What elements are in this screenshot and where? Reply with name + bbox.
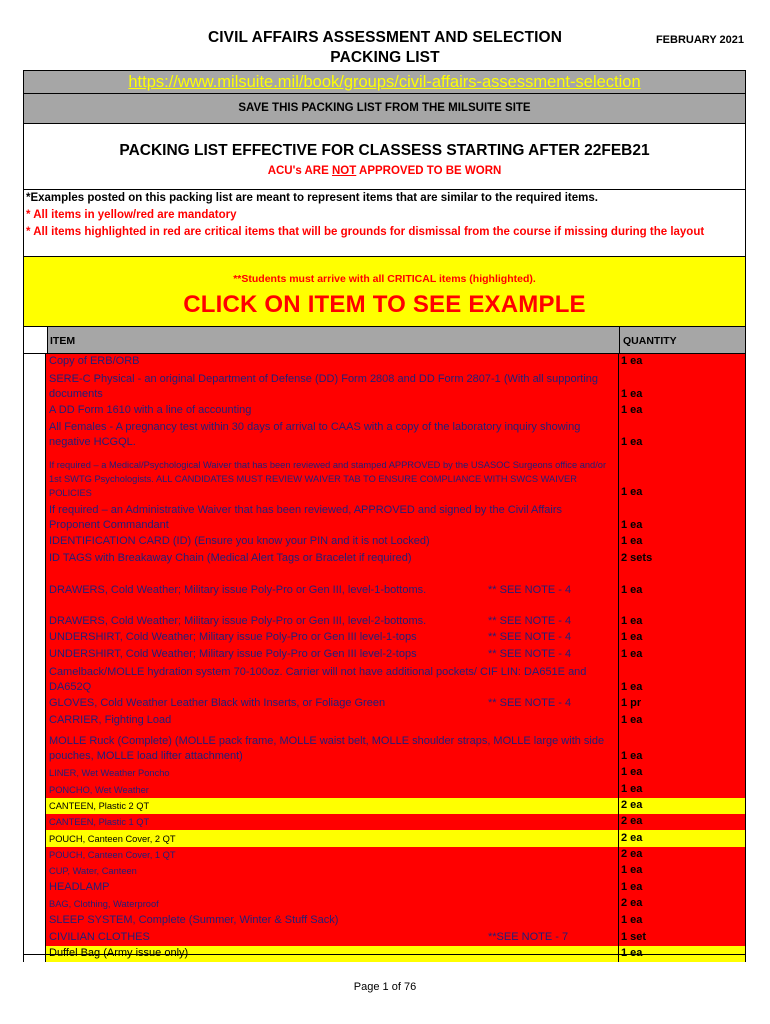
quantity-cell [618, 798, 746, 814]
quantity-cell [618, 534, 746, 550]
quantity-cell [618, 599, 746, 613]
item-note: ** SEE NOTE - 4 [488, 584, 572, 596]
acu-prefix: ACU's ARE [267, 165, 332, 177]
table-row[interactable] [23, 830, 746, 847]
column-header-quantity-cell [619, 327, 747, 353]
quantity-value: 1 ea [621, 486, 643, 498]
quantity-cell [618, 896, 746, 912]
quantity-cell [618, 781, 746, 798]
table-row[interactable] [23, 613, 746, 630]
item-cell[interactable] [46, 814, 618, 830]
quantity-value: 1 ea [621, 519, 643, 531]
item-cell[interactable] [46, 599, 618, 613]
notes-box [23, 190, 746, 257]
column-header-quantity: QUANTITY [623, 335, 677, 347]
table-row[interactable] [23, 534, 746, 550]
item-label[interactable]: If required – a Medical/Psychological Waiver that has been reviewed and stamped APPROVED by the USASOC Surgeons office and/or 1st SWTG Psychologists. ALL CANDIDATES MUST REVIEW WAIVER TAB TO ENSURE COMPLIANCE WITH SWCS WAIVER POLICIES [49, 460, 607, 498]
title-line-1: CIVIL AFFAIRS ASSESSMENT AND SELECTION [207, 29, 563, 46]
item-label[interactable]: LINER, Wet Weather Poncho [49, 768, 170, 778]
quantity-value: 1 set [621, 931, 647, 943]
row-gutter [23, 582, 46, 599]
item-label[interactable]: MOLLE Ruck (Complete) (MOLLE pack frame, MOLLE waist belt, MOLLE shoulder straps, MOLLE large with side pouches, MOLLE load lifter attachment) [49, 735, 605, 762]
table-row[interactable] [23, 912, 746, 929]
table-row[interactable] [23, 879, 746, 896]
quantity-cell [618, 613, 746, 630]
row-gutter [23, 929, 46, 946]
table-row[interactable] [23, 863, 746, 879]
note-mandatory: * All items in yellow/red are mandatory [26, 209, 237, 221]
item-label[interactable]: If required – an Administrative Waiver that has been reviewed, APPROVED and signed by the Civil Affairs Proponent Commandant [49, 504, 562, 531]
item-label[interactable]: Copy of ERB/ORB [49, 355, 140, 367]
item-note: **SEE NOTE - 7 [488, 931, 569, 943]
page-number: Page 1 of 76 [353, 981, 417, 993]
item-label[interactable]: ID TAGS with Breakaway Chain (Medical Alert Tags or Bracelet if required) [49, 552, 412, 564]
quantity-value: 1 ea [621, 535, 643, 547]
item-cell[interactable] [46, 896, 618, 912]
quantity-cell [618, 403, 746, 419]
row-gutter [23, 712, 46, 729]
quantity-value: 1 ea [621, 436, 643, 448]
item-cell[interactable] [46, 403, 618, 419]
item-label[interactable]: HEADLAMP [49, 881, 110, 893]
row-gutter [23, 798, 46, 814]
item-label[interactable]: Camelback/MOLLE hydration system 70-100oz. Carrier will not have additional pockets/ CIF LIN: DA651E and DA652Q [49, 666, 587, 693]
quantity-cell [618, 765, 746, 781]
item-cell[interactable] [46, 765, 618, 781]
table-row[interactable] [23, 781, 746, 798]
item-label[interactable]: POUCH, Canteen Cover, 2 QT [49, 834, 176, 844]
table-row[interactable] [23, 729, 746, 765]
table-row[interactable] [23, 814, 746, 830]
arrive-notice: **Students must arrive with all CRITICAL items (highlighted). [233, 273, 536, 285]
quantity-value: 1 ea [621, 914, 643, 926]
item-label[interactable]: POUCH, Canteen Cover, 1 QT [49, 850, 176, 860]
item-cell[interactable] [46, 863, 618, 879]
quantity-cell [618, 663, 746, 696]
quantity-value: 1 ea [621, 681, 643, 693]
quantity-cell [618, 712, 746, 729]
row-gutter [23, 879, 46, 896]
quantity-cell [618, 451, 746, 501]
quantity-cell [618, 912, 746, 929]
table-row[interactable] [23, 403, 746, 419]
table-row[interactable] [23, 696, 746, 712]
table-row[interactable] [23, 712, 746, 729]
quantity-cell [618, 830, 746, 847]
quantity-value: 1 ea [621, 783, 643, 795]
table-row[interactable] [23, 630, 746, 646]
quantity-value: 1 ea [621, 355, 643, 367]
milsuite-link[interactable]: https://www.milsuite.mil/book/groups/civil-affairs-assessment-selection [23, 70, 746, 94]
row-gutter [23, 419, 46, 451]
item-cell[interactable] [46, 729, 618, 765]
document-date: FEBRUARY 2021 [655, 34, 744, 46]
row-gutter [23, 729, 46, 765]
row-gutter [23, 663, 46, 696]
quantity-cell [618, 419, 746, 451]
item-cell[interactable] [46, 451, 618, 501]
table-row[interactable] [23, 501, 746, 534]
item-cell[interactable] [46, 534, 618, 550]
column-header-item: ITEM [50, 335, 76, 347]
quantity-cell [618, 501, 746, 534]
quantity-cell [618, 550, 746, 567]
item-cell[interactable] [46, 501, 618, 534]
item-label[interactable]: All Females - A pregnancy test within 30 days of arrival to CAAS with a copy of the laboratory inquiry showing negative HCGQL. [49, 421, 581, 448]
table-row[interactable] [23, 582, 746, 599]
row-gutter [23, 896, 46, 912]
item-cell[interactable] [46, 879, 618, 896]
quantity-cell [618, 582, 746, 599]
row-gutter [23, 830, 46, 847]
row-gutter [23, 534, 46, 550]
row-gutter [23, 599, 46, 613]
table-row[interactable] [23, 599, 746, 613]
row-gutter [23, 912, 46, 929]
item-label[interactable]: SLEEP SYSTEM, Complete (Summer, Winter & Stuff Sack) [49, 914, 339, 926]
item-label[interactable]: CANTEEN, Plastic 2 QT [49, 801, 150, 811]
quantity-cell [618, 729, 746, 765]
item-label[interactable]: CANTEEN, Plastic 1 QT [49, 817, 150, 827]
item-label[interactable]: GLOVES, Cold Weather Leather Black with Inserts, or Foliage Green [49, 697, 386, 709]
table-row[interactable] [23, 451, 746, 501]
item-label[interactable]: PONCHO, Wet Weather [49, 785, 149, 795]
quantity-value: 1 ea [621, 648, 643, 660]
quantity-value: 2 ea [621, 799, 643, 811]
quantity-value: 1 ea [621, 714, 643, 726]
table-bottom-border [23, 954, 746, 955]
quantity-cell [618, 354, 746, 370]
quantity-cell [618, 814, 746, 830]
row-gutter [23, 630, 46, 646]
row-gutter [23, 863, 46, 879]
item-cell[interactable] [46, 550, 618, 567]
item-label[interactable]: CUP, Water, Canteen [49, 866, 137, 876]
row-gutter [23, 847, 46, 863]
table-row[interactable] [23, 354, 746, 370]
note-critical: * All items highlighted in red are critical items that will be grounds for dismissal from the course if missing during the layout [26, 226, 705, 238]
table-row[interactable] [23, 550, 746, 567]
table-row[interactable] [23, 370, 746, 403]
item-label[interactable]: UNDERSHIRT, Cold Weather; Military issue Poly-Pro or Gen III level-1-tops [49, 631, 417, 643]
quantity-value: 1 ea [621, 766, 643, 778]
item-note: ** SEE NOTE - 4 [488, 615, 572, 627]
table-row[interactable] [23, 765, 746, 781]
quantity-cell [618, 929, 746, 946]
quantity-value: 2 ea [621, 897, 643, 909]
item-label[interactable]: CARRIER, Fighting Load [49, 714, 172, 726]
row-gutter [23, 613, 46, 630]
table-row[interactable] [23, 646, 746, 663]
row-gutter [23, 646, 46, 663]
item-note: ** SEE NOTE - 4 [488, 631, 572, 643]
table-header [23, 327, 746, 354]
row-gutter [23, 550, 46, 567]
item-cell[interactable] [46, 370, 618, 403]
row-gutter [23, 696, 46, 712]
row-gutter [23, 781, 46, 798]
table-row[interactable] [23, 663, 746, 696]
title-line-2: PACKING LIST [330, 49, 440, 66]
quantity-value: 1 ea [621, 584, 643, 596]
acu-not: NOT [331, 165, 357, 177]
item-cell[interactable] [46, 830, 618, 847]
item-label[interactable]: CIVILIAN CLOTHES [49, 931, 150, 943]
row-gutter [23, 567, 46, 582]
item-label[interactable]: DRAWERS, Cold Weather; Military issue Poly-Pro or Gen III, level-2-bottoms. [49, 615, 427, 627]
quantity-value: 1 ea [621, 864, 643, 876]
item-label[interactable]: BAG, Clothing, Waterproof [49, 899, 159, 909]
save-notice: SAVE THIS PACKING LIST FROM THE MILSUITE SITE [23, 94, 746, 124]
table-row[interactable] [23, 798, 746, 814]
table-row[interactable] [23, 567, 746, 582]
row-gutter [23, 814, 46, 830]
item-cell[interactable] [46, 798, 618, 814]
row-gutter [23, 765, 46, 781]
note-examples: *Examples posted on this packing list are meant to represent items that are similar to the required items. [26, 192, 598, 204]
quantity-value: 2 ea [621, 848, 643, 860]
table-row[interactable] [23, 896, 746, 912]
quantity-value: 2 ea [621, 815, 643, 827]
table-row[interactable] [23, 847, 746, 863]
item-cell[interactable] [46, 567, 618, 582]
item-cell[interactable] [46, 712, 618, 729]
item-label[interactable]: DRAWERS, Cold Weather; Military issue Poly-Pro or Gen III, level-1-bottoms. [49, 584, 427, 596]
row-gutter [23, 451, 46, 501]
critical-banner [23, 257, 746, 327]
table-row[interactable] [23, 929, 746, 946]
effective-title: PACKING LIST EFFECTIVE FOR CLASSESS STARTING AFTER 22FEB21 [119, 142, 650, 159]
item-label[interactable]: UNDERSHIRT, Cold Weather; Military issue Poly-Pro or Gen III level-2-tops [49, 648, 417, 660]
item-note: ** SEE NOTE - 4 [488, 648, 572, 660]
quantity-cell [618, 567, 746, 582]
item-label[interactable]: SERE-C Physical - an original Department of Defense (DD) Form 2808 and DD Form 2807-1 (With all supporting documents [49, 373, 598, 400]
quantity-value: 1 ea [621, 750, 643, 762]
row-gutter [23, 370, 46, 403]
effective-notice-box [23, 124, 746, 190]
quantity-cell [618, 630, 746, 646]
item-cell[interactable] [46, 354, 618, 370]
quantity-cell [618, 646, 746, 663]
quantity-value: 1 ea [621, 881, 643, 893]
item-cell[interactable] [46, 781, 618, 798]
quantity-cell [618, 370, 746, 403]
item-note: ** SEE NOTE - 4 [488, 697, 572, 709]
item-label[interactable]: Duffel Bag (Army issue only) [49, 947, 189, 959]
quantity-value: 2 sets [621, 552, 653, 564]
item-label[interactable]: A DD Form 1610 with a line of accounting [49, 404, 252, 416]
quantity-value: 1 ea [621, 388, 643, 400]
item-label[interactable]: IDENTIFICATION CARD (ID) (Ensure you know your PIN and it is not Locked) [49, 535, 430, 547]
item-cell[interactable] [46, 847, 618, 863]
quantity-value: 1 ea [621, 947, 643, 959]
acu-suffix: APPROVED TO BE WORN [356, 165, 502, 177]
item-cell[interactable] [46, 912, 618, 929]
item-cell[interactable] [46, 419, 618, 451]
click-instruction: CLICK ON ITEM TO SEE EXAMPLE [183, 291, 586, 318]
quantity-value: 2 ea [621, 832, 643, 844]
quantity-cell [618, 696, 746, 712]
page-title [120, 28, 650, 68]
item-cell[interactable] [46, 663, 618, 696]
row-gutter [23, 403, 46, 419]
quantity-cell [618, 847, 746, 863]
acu-warning [24, 165, 745, 177]
quantity-cell [618, 863, 746, 879]
quantity-value: 1 ea [621, 615, 643, 627]
quantity-value: 1 ea [621, 404, 643, 416]
row-gutter [23, 354, 46, 370]
quantity-value: 1 pr [621, 697, 642, 709]
quantity-value: 1 ea [621, 631, 643, 643]
header-gutter [24, 327, 48, 353]
table-row[interactable] [23, 419, 746, 451]
row-gutter [23, 501, 46, 534]
quantity-cell [618, 879, 746, 896]
